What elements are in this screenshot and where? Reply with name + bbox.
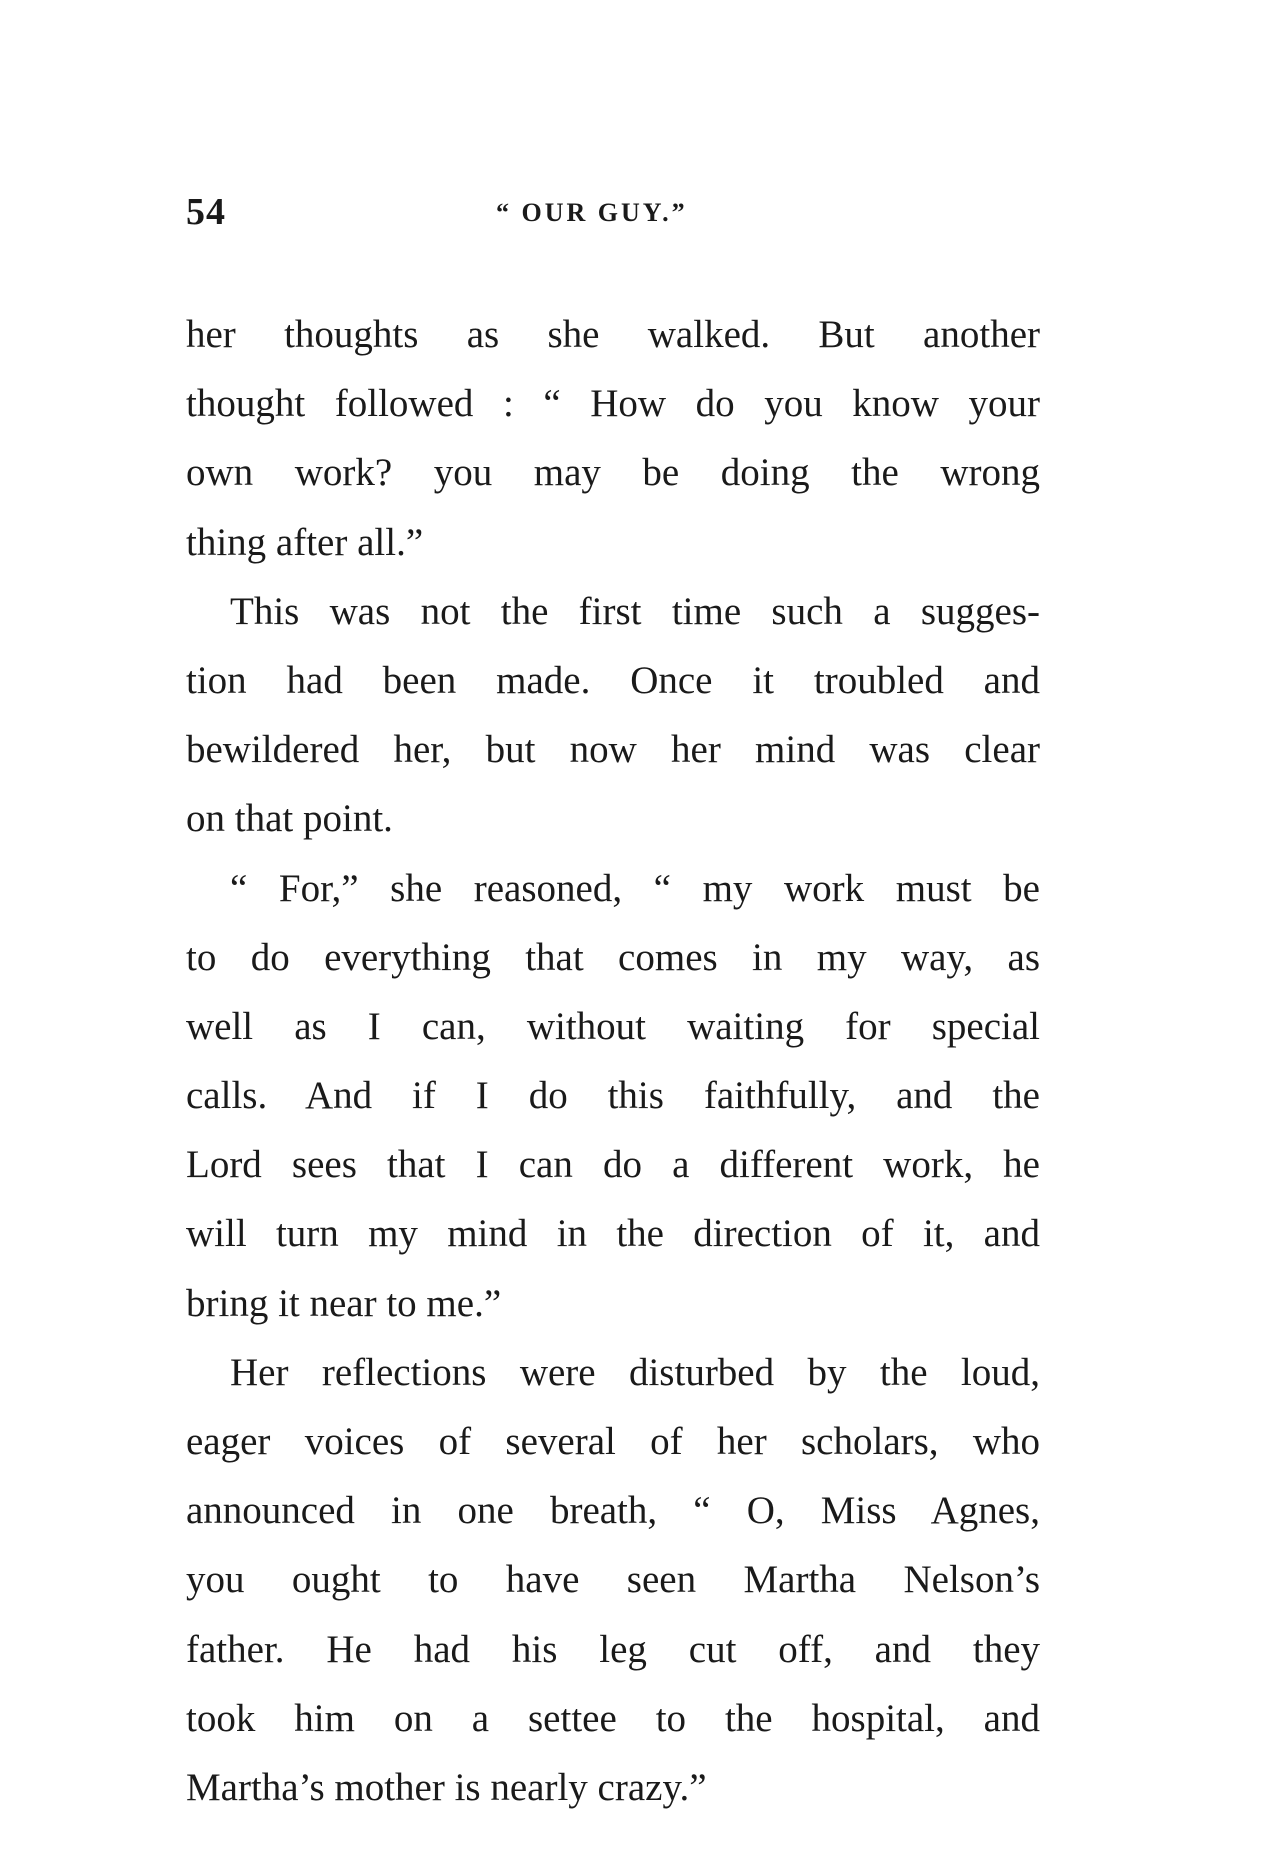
text-line: Her reflections were disturbed by the loud,: [230, 1350, 1040, 1394]
text-line: announced in one breath, “ O, Miss Agnes,: [186, 1489, 1040, 1533]
text-line: bring it near to me.”: [186, 1281, 502, 1325]
text-line: This was not the first time such a sugges-: [230, 589, 1040, 633]
text-line: on that point.: [186, 797, 393, 841]
paragraph: [186, 300, 1040, 577]
text-line: own work? you may be doing the wrong: [186, 451, 1040, 495]
text-line: bewildered her, but now her mind was clear: [186, 728, 1040, 772]
text-line: thought followed : “ How do you know your: [186, 382, 1040, 426]
text-line: father. He had his leg cut off, and they: [186, 1627, 1040, 1671]
page-number: 54: [186, 191, 226, 233]
text-line: tion had been made. Once it troubled and: [186, 658, 1040, 702]
paragraph: [186, 1338, 1040, 1822]
text-line: took him on a settee to the hospital, and: [186, 1696, 1040, 1740]
running-head: [186, 190, 1046, 240]
text-line: to do everything that comes in my way, as: [186, 935, 1040, 979]
paragraph: [186, 854, 1040, 1338]
running-title: “ OUR GUY.”: [496, 198, 688, 227]
text-line: thing after all.”: [186, 520, 424, 564]
text-line: well as I can, without waiting for special: [186, 1004, 1040, 1048]
text-line: you ought to have seen Martha Nelson’s: [186, 1558, 1040, 1602]
text-line: “ For,” she reasoned, “ my work must be: [230, 866, 1040, 910]
text-line: Lord sees that I can do a different work, he: [186, 1143, 1040, 1187]
text-line: her thoughts as she walked. But another: [186, 313, 1040, 356]
paragraph: [186, 577, 1040, 854]
text-line: will turn my mind in the direction of it, and: [186, 1212, 1040, 1256]
text-line: Martha’s mother is nearly crazy.”: [186, 1765, 707, 1809]
text-line: calls. And if I do this faithfully, and the: [186, 1074, 1040, 1118]
text-line: eager voices of several of her scholars, who: [186, 1420, 1040, 1463]
body-text: [186, 300, 1040, 1822]
